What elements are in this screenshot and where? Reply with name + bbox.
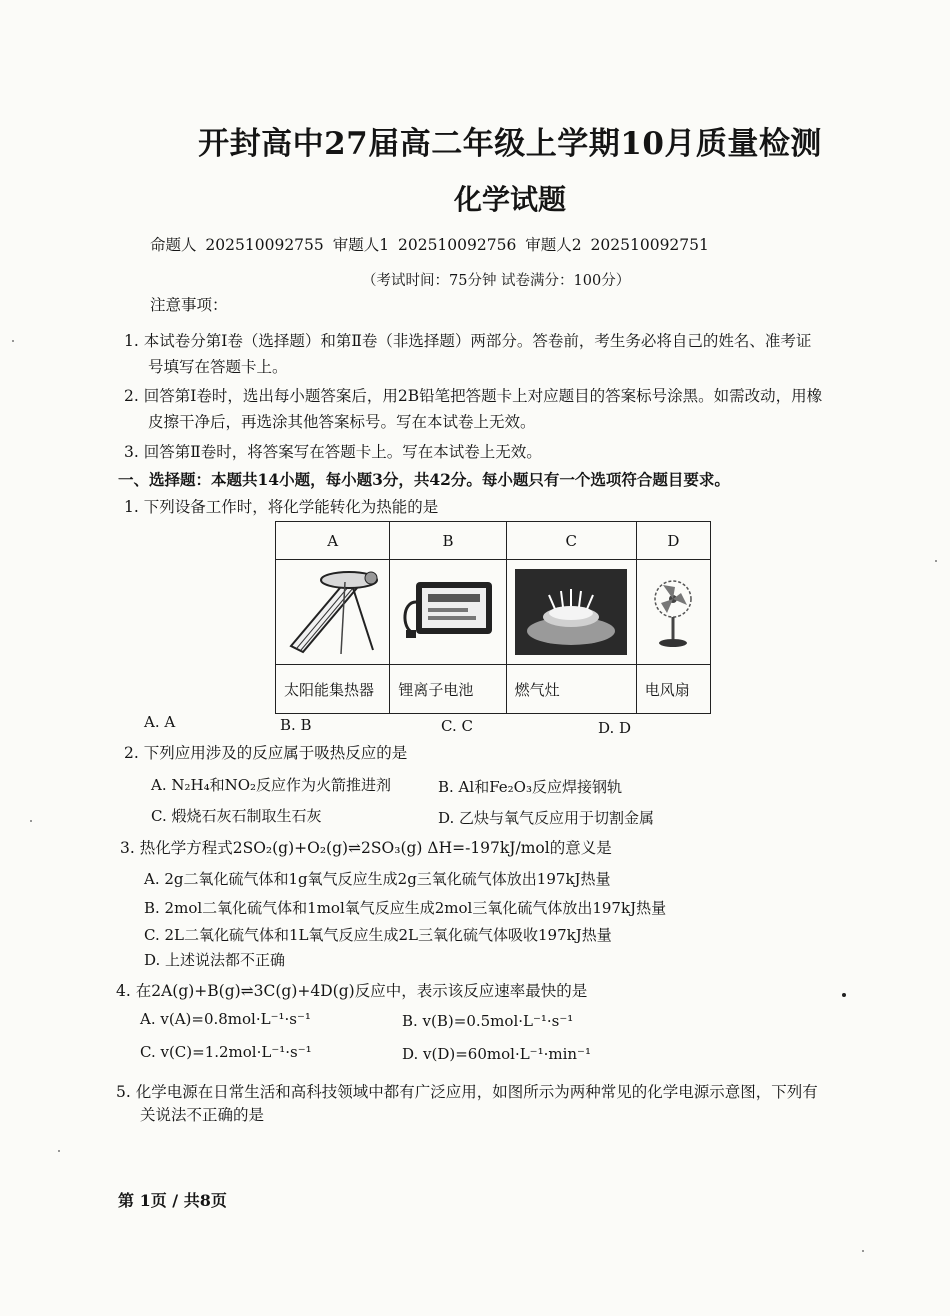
q3-option-c: C. 2L二氧化硫气体和1L氧气反应生成2L三氧化硫气体吸收197kJ热量 [144, 926, 612, 944]
note-item: 号填写在答题卡上。 [148, 358, 288, 376]
scan-speck [58, 1150, 60, 1152]
question-3-stem: 3. 热化学方程式2SO₂(g)+O₂(g)⇌2SO₃(g) ΔH=-197kJ/mol的意义是 [120, 839, 612, 857]
q4-option-d: D. v(D)=60mol·L⁻¹·min⁻¹ [402, 1045, 591, 1063]
scan-speck [12, 340, 14, 342]
q4-option-c: C. v(C)=1.2mol·L⁻¹·s⁻¹ [140, 1043, 312, 1061]
exam-subject: 化学试题 [453, 183, 566, 216]
notes-heading: 注意事项： [150, 296, 228, 314]
gas-stove-image [506, 560, 636, 665]
table-header-b: B [390, 522, 506, 560]
device-label: 电风扇 [636, 665, 710, 714]
q1-option-a: A. A [144, 713, 176, 731]
lithium-battery-image [390, 560, 506, 665]
q4-option-a: A. v(A)=0.8mol·L⁻¹·s⁻¹ [140, 1010, 311, 1028]
section-heading: 一、选择题：本题共14小题，每小题3分，共42分。每小题只有一个选项符合题目要求。 [118, 470, 730, 489]
question-1-stem: 1. 下列设备工作时，将化学能转化为热能的是 [124, 498, 439, 516]
question-2-stem: 2. 下列应用涉及的反应属于吸热反应的是 [124, 744, 408, 762]
q1-option-d: D. D [598, 719, 632, 737]
q4-option-b: B. v(B)=0.5mol·L⁻¹·s⁻¹ [402, 1012, 574, 1030]
device-label: 锂离子电池 [390, 665, 506, 714]
q3-option-b: B. 2mol二氧化硫气体和1mol氧气反应生成2mol三氧化硫气体放出197kJ热量 [144, 899, 667, 917]
scan-speck [30, 820, 32, 822]
exam-title: 开封高中27届高二年级上学期10月质量检测 [198, 126, 822, 162]
q3-option-d: D. 上述说法都不正确 [144, 951, 286, 969]
page-number: 第 1页 / 共8页 [118, 1191, 227, 1210]
question-4-stem: 4. 在2A(g)+B(g)⇌3C(g)+4D(g)反应中，表示该反应速率最快的是 [116, 982, 588, 1000]
scan-speck [842, 993, 846, 997]
scan-speck [935, 560, 937, 562]
q2-option-d: D. 乙炔与氧气反应用于切割金属 [438, 809, 655, 827]
note-item: 皮擦干净后，再选涂其他答案标号。写在本试卷上无效。 [148, 413, 536, 431]
q1-option-c: C. C [441, 717, 473, 735]
authors-line: 命题人 202510092755 审题人1 202510092756 审题人2 202510092751 [150, 236, 709, 254]
table-header-d: D [636, 522, 710, 560]
q2-option-b: B. Al和Fe₂O₃反应焊接钢轨 [438, 778, 622, 796]
note-item: 1. 本试卷分第Ⅰ卷（选择题）和第Ⅱ卷（非选择题）两部分。答卷前，考生务必将自己的姓名、准考证 [124, 332, 812, 350]
q1-option-b: B. B [280, 716, 312, 734]
q2-option-a: A. N₂H₄和NO₂反应作为火箭推进剂 [151, 776, 392, 794]
note-item: 3. 回答第Ⅱ卷时，将答案写在答题卡上。写在本试卷上无效。 [124, 443, 542, 461]
q2-option-c: C. 煅烧石灰石制取生石灰 [151, 807, 322, 825]
device-label: 燃气灶 [506, 665, 636, 714]
question-5-stem: 5. 化学电源在日常生活和高科技领域中都有广泛应用，如图所示为两种常见的化学电源示意图，下列有 [116, 1083, 818, 1101]
scan-speck [862, 1250, 864, 1252]
solar-heater-image [276, 560, 390, 665]
question-5-stem-cont: 关说法不正确的是 [140, 1106, 265, 1124]
q3-option-a: A. 2g二氧化硫气体和1g氧气反应生成2g三氧化硫气体放出197kJ热量 [144, 870, 611, 888]
exam-info: （考试时间：75分钟 试卷满分：100分） [362, 273, 631, 289]
table-header-a: A [276, 522, 390, 560]
device-table [275, 521, 711, 714]
electric-fan-image [636, 560, 710, 665]
note-item: 2. 回答第Ⅰ卷时，选出每小题答案后，用2B铅笔把答题卡上对应题目的答案标号涂黑。如需改动，用橡 [124, 387, 823, 405]
table-header-c: C [506, 522, 636, 560]
device-label: 太阳能集热器 [276, 665, 390, 714]
